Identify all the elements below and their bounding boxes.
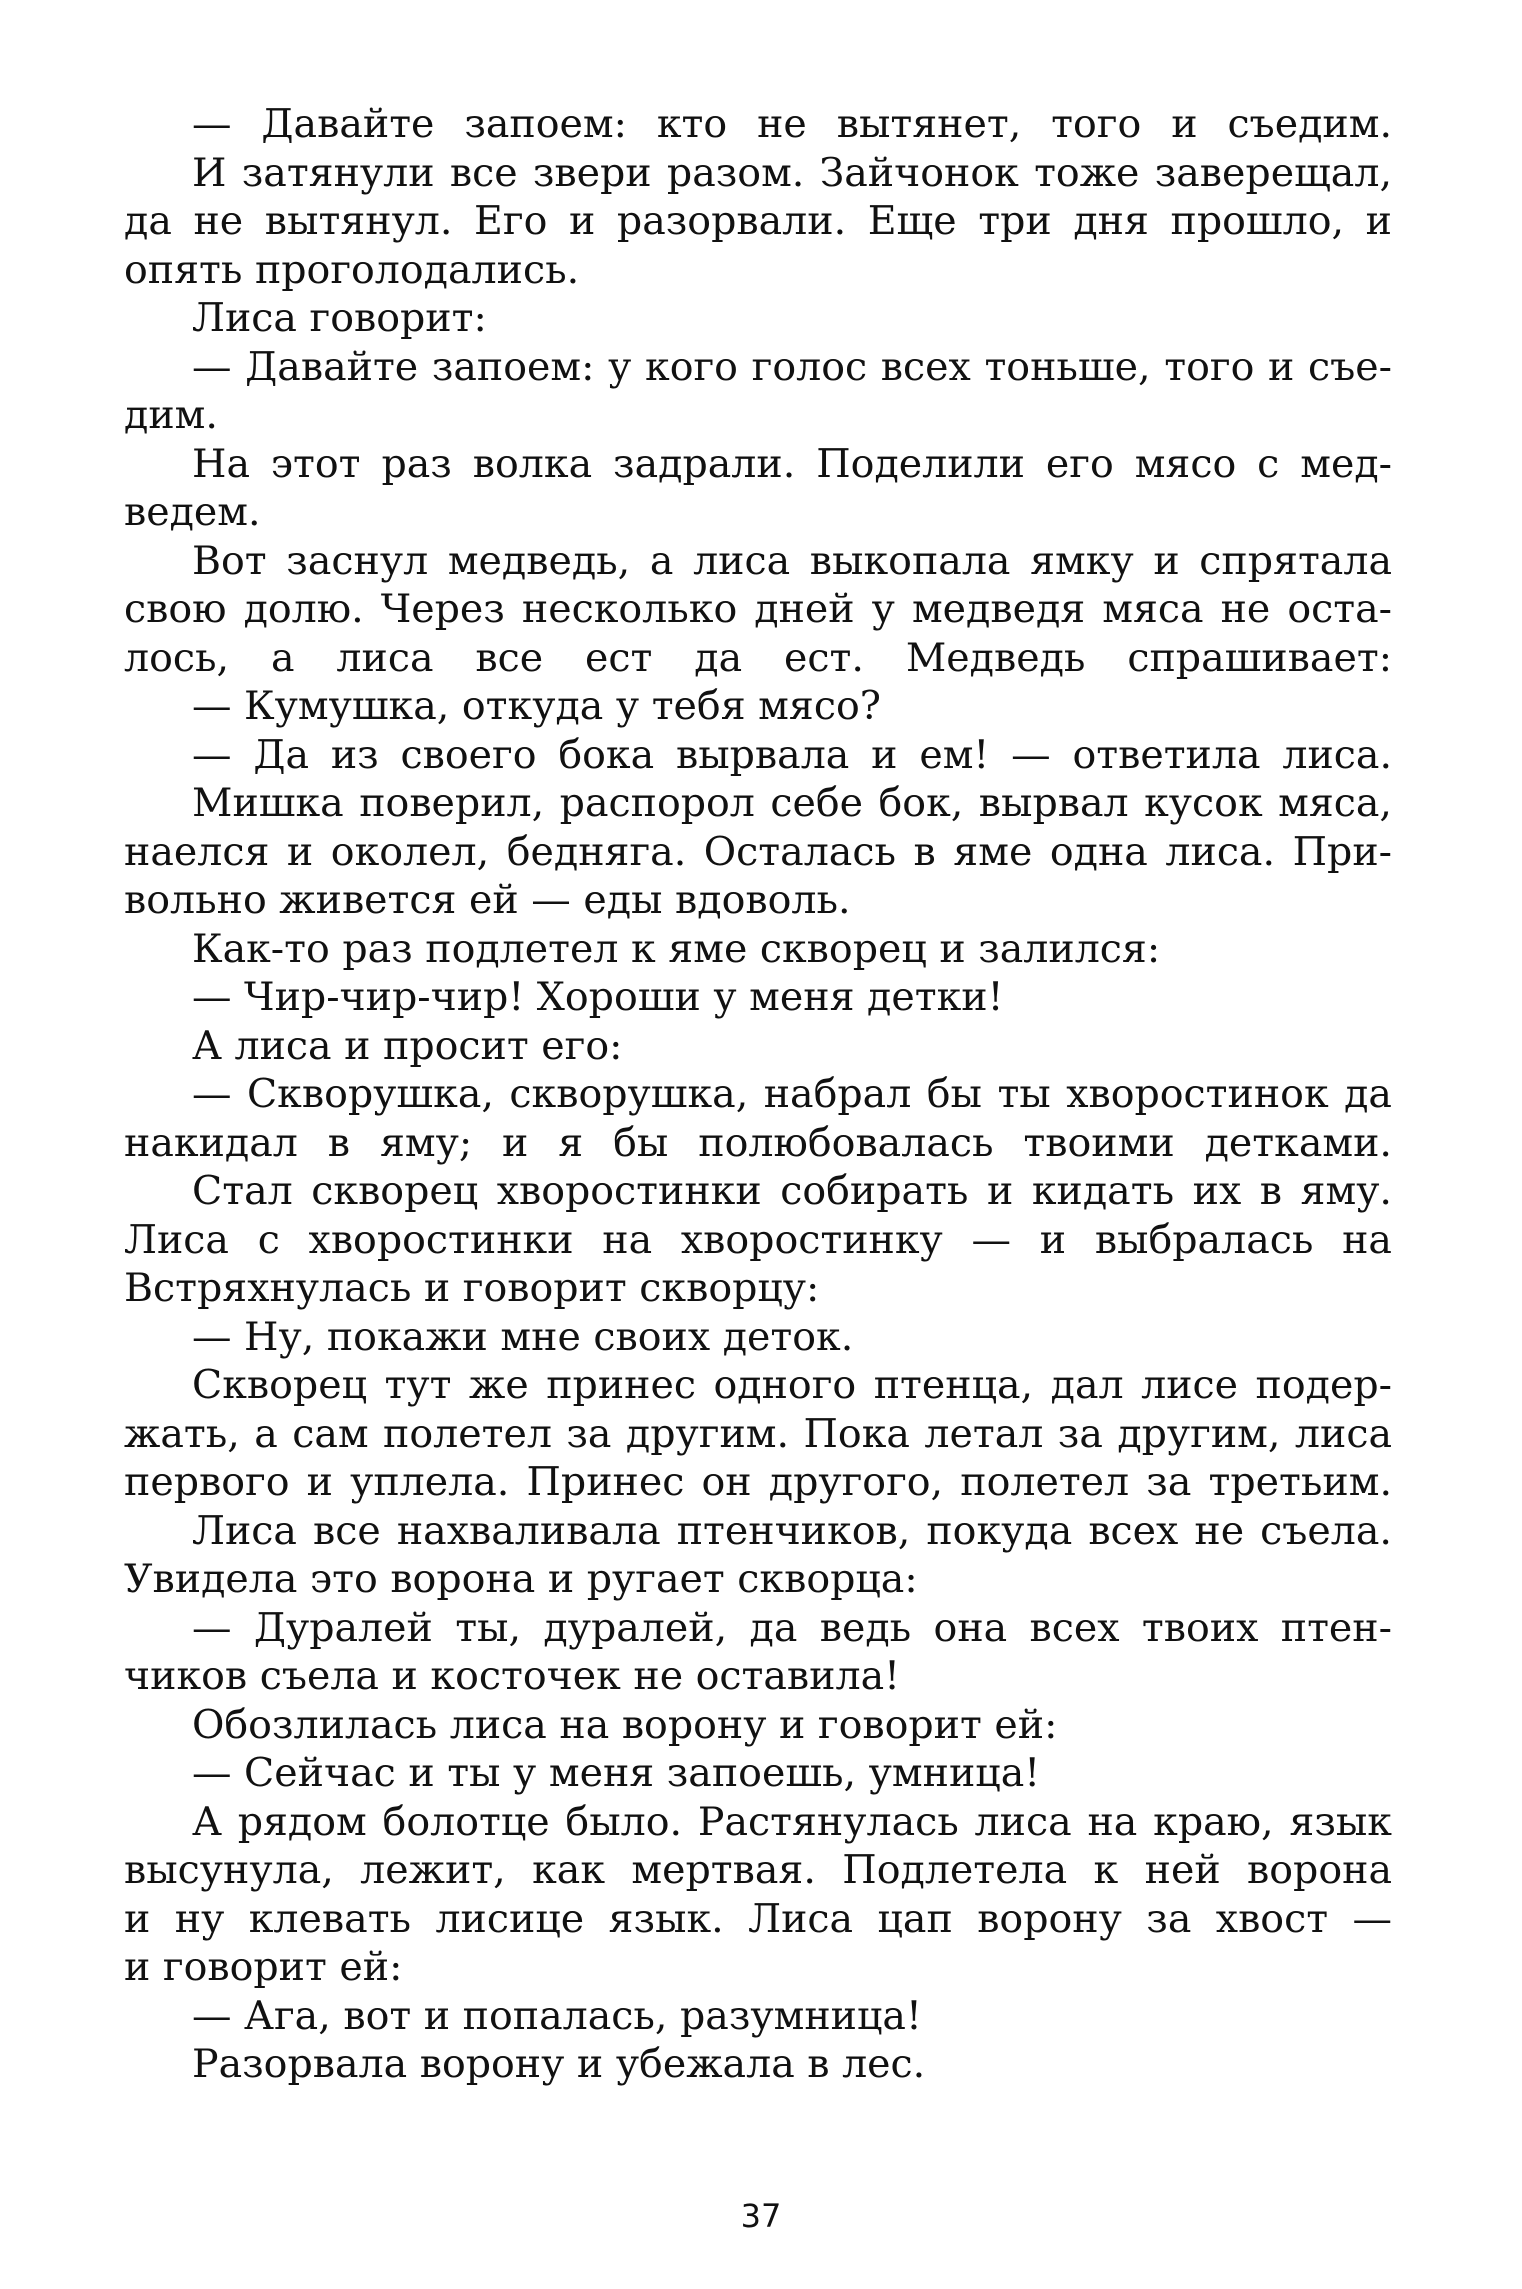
text-line: Лиса говорит: <box>192 295 487 341</box>
text-line: жать, а сам полетел за другим. Пока летал за другим, лиса <box>124 1410 1392 1457</box>
page-body <box>124 100 1392 2089</box>
text-line: — Давайте запоем: кто не вытянет, того и съедим. <box>192 101 1392 147</box>
text-line: Обозлилась лиса на ворону и говорит ей: <box>192 1701 1058 1748</box>
text-line: — Сейчас и ты у меня запоешь, умница! <box>192 1750 1041 1796</box>
text-line: И затянули все звери разом. Зайчонок тоже заверещал, <box>192 149 1392 196</box>
text-line: — Ну, покажи мне своих деток. <box>192 1313 854 1360</box>
text-line: — Давайте запоем: у кого голос всех тоньше, того и съе- <box>192 343 1392 390</box>
text-line: Лиса все нахваливала птенчиков, покуда всех не съела. <box>192 1507 1392 1554</box>
text-line: опять проголодались. <box>124 246 580 293</box>
text-line: лось, а лиса все ест да ест. Медведь спрашивает: <box>124 634 1392 681</box>
text-line: да не вытянул. Его и разорвали. Еще три дня прошло, и <box>124 198 1392 244</box>
text-line: наелся и околел, бедняга. Осталась в яме одна лиса. При- <box>124 828 1392 875</box>
text-line: и ну клевать лисице язык. Лиса цап ворону за хвост — <box>124 1895 1392 1942</box>
text-line: — Кумушка, откуда у тебя мясо? <box>192 683 881 729</box>
text-line: А лиса и просит его: <box>192 1022 623 1069</box>
page-number: 37 <box>740 2197 782 2235</box>
text-line: дим. <box>124 392 218 438</box>
text-line: Скворец тут же принес одного птенца, дал лисе подер- <box>192 1362 1392 1408</box>
text-line: На этот раз волка задрали. Поделили его мясо с мед- <box>192 440 1392 487</box>
text-line: — Дуралей ты, дуралей, да ведь она всех твоих птен- <box>192 1604 1392 1651</box>
text-line: Мишка поверил, распорол себе бок, вырвал кусок мяса, <box>192 780 1392 826</box>
text-line: свою долю. Через несколько дней у медведя мяса не оста- <box>124 586 1392 632</box>
text-line: вольно живется ей — еды вдоволь. <box>124 877 851 923</box>
text-line: высунула, лежит, как мертвая. Подлетела к ней ворона <box>124 1847 1392 1893</box>
text-line: Разорвала ворону и убежала в лес. <box>192 2041 926 2087</box>
text-line: — Ага, вот и попалась, разумница! <box>192 1992 922 2039</box>
text-line: накидал в яму; и я бы полюбовалась твоими детками. <box>124 1119 1392 1166</box>
text-line: А рядом болотце было. Растянулась лиса на краю, язык <box>192 1798 1392 1845</box>
text-line: и говорит ей: <box>124 1944 403 1990</box>
text-line: — Чир-чир-чир! Хороши у меня детки! <box>192 974 1004 1020</box>
text-line: Увидела это ворона и ругает скворца: <box>124 1556 918 1602</box>
text-line: Встряхнулась и говорит скворцу: <box>124 1265 820 1311</box>
text-line: — Да из своего бока вырвала и ем! — ответила лиса. <box>192 731 1392 778</box>
text-line: первого и уплела. Принес он другого, полетел за третьим. <box>124 1459 1392 1505</box>
text-line: Лиса с хворостинки на хворостинку — и выбралась на <box>124 1216 1392 1263</box>
text-line: ведем. <box>124 489 261 535</box>
text-line: чиков съела и косточек не оставила! <box>124 1653 901 1699</box>
text-line: Как-то раз подлетел к яме скворец и залился: <box>192 925 1161 972</box>
text-line: Стал скворец хворостинки собирать и кидать их в яму. <box>192 1168 1392 1214</box>
text-line: Вот заснул медведь, а лиса выкопала ямку и спрятала <box>192 537 1392 584</box>
text-line: — Скворушка, скворушка, набрал бы ты хворостинок да <box>192 1071 1392 1117</box>
